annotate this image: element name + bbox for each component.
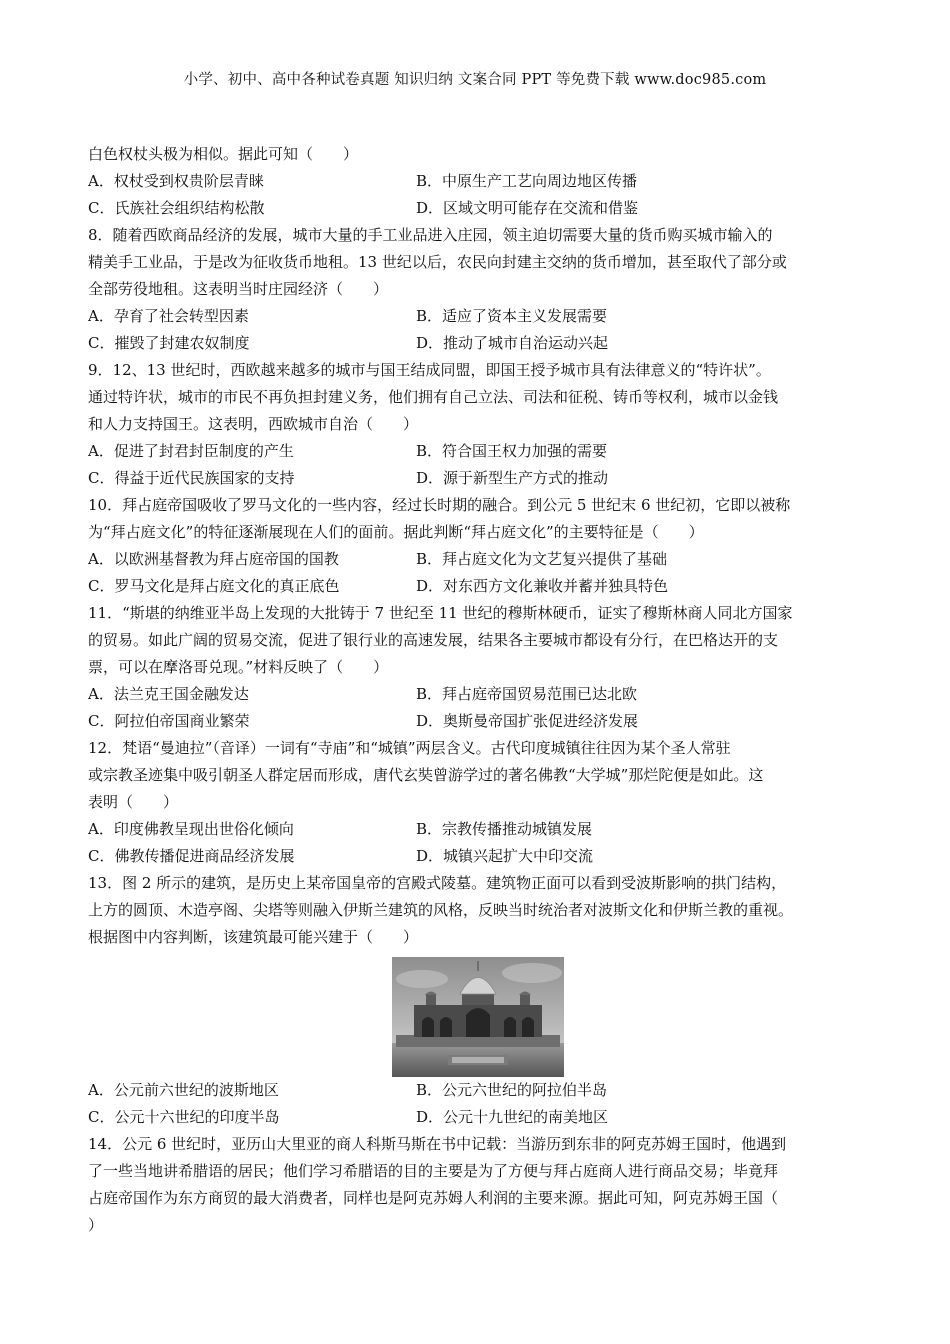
q13-stem-line1: 13．图 2 所示的建筑，是历史上某帝国皇帝的宫殿式陵墓。建筑物正面可以看到受波斯影响的拱门结构， xyxy=(88,874,787,892)
q11-stem-line2: 的贸易。如此广阔的贸易交流，促进了银行业的高速发展，结果各主要城市都设有分行，在巴格达开的支 xyxy=(88,631,779,649)
q10-option-a: A．以欧洲基督教为拜占庭帝国的国教 xyxy=(88,550,339,568)
q11-options-row1 xyxy=(88,681,868,708)
q13-option-b: B．公元六世纪的阿拉伯半岛 xyxy=(416,1081,608,1099)
q9-stem-line1: 9．12、13 世纪时，西欧越来越多的城市与国王结成同盟，即国王授予城市具有法律意义的“特许状”。 xyxy=(88,361,771,379)
q7-stem: 白色权杖头极为相似。据此可知（ ） xyxy=(88,145,359,163)
q8-stem-line3: 全部劳役地租。这表明当时庄园经济（ ） xyxy=(88,280,389,298)
q11-option-c: C．阿拉伯帝国商业繁荣 xyxy=(88,712,250,730)
q13-options-row1 xyxy=(88,1077,868,1104)
q8-option-d: D．推动了城市自治运动兴起 xyxy=(416,334,609,352)
q12-stem-line2: 或宗教圣迹集中吸引朝圣人群定居而形成，唐代玄奘曾游学过的著名佛教“大学城”那烂陀便是如此。这 xyxy=(88,766,764,784)
q13-option-a: A．公元前六世纪的波斯地区 xyxy=(88,1081,279,1099)
q8-stem-line2: 精美手工业品，于是改为征收货币地租。13 世纪以后，农民向封建主交纳的货币增加，甚至取代了部分或 xyxy=(88,253,787,271)
q8-option-a: A．孕育了社会转型因素 xyxy=(88,307,249,325)
q7-options-row1 xyxy=(88,168,868,195)
q7-option-d: D．区域文明可能存在交流和借鉴 xyxy=(416,199,639,217)
q11-option-a: A．法兰克王国金融发达 xyxy=(88,685,249,703)
q7-option-b: B．中原生产工艺向周边地区传播 xyxy=(416,172,638,190)
q9-stem-line2: 通过特许状，城市的市民不再负担封建义务，他们拥有自己立法、司法和征税、铸币等权利，城市以金钱 xyxy=(88,388,779,406)
q10-option-b: B．拜占庭文化为文艺复兴提供了基础 xyxy=(416,550,668,568)
q11-options-row2 xyxy=(88,708,868,735)
q12-option-a: A．印度佛教呈现出世俗化倾向 xyxy=(88,820,294,838)
q7-options-row2 xyxy=(88,195,868,222)
q7-option-a: A．权杖受到权贵阶层青睐 xyxy=(88,172,264,190)
q13-stem-line2: 上方的圆顶、木造亭阁、尖塔等则融入伊斯兰建筑的风格，反映当时统治者对波斯文化和伊斯兰教的重视。 xyxy=(88,901,794,919)
q11-stem-line1: 11．“斯堪的纳维亚半岛上发现的大批铸于 7 世纪至 11 世纪的穆斯林硬币，证实了穆斯林商人同北方国家 xyxy=(88,604,793,622)
q10-option-d: D．对东西方文化兼收并蓄并独具特色 xyxy=(416,577,669,595)
q9-options-row2 xyxy=(88,465,868,492)
q10-options-row1 xyxy=(88,546,868,573)
q10-stem-line1: 10．拜占庭帝国吸收了罗马文化的一些内容，经过长时期的融合。到公元 5 世纪末 6 世纪初，它即以被称 xyxy=(88,496,791,514)
q13-options-row2 xyxy=(88,1104,868,1131)
q14-stem-line3: 占庭帝国作为东方商贸的最大消费者，同样也是阿克苏姆人利润的主要来源。据此可知，阿克苏姆王国（ xyxy=(88,1189,779,1207)
q11-option-b: B．拜占庭帝国贸易范围已达北欧 xyxy=(416,685,638,703)
q14-stem-line2: 了一些当地讲希腊语的居民；他们学习希腊语的目的主要是为了方便与拜占庭商人进行商品交易；毕竟拜 xyxy=(88,1162,779,1180)
q12-options-row1 xyxy=(88,816,868,843)
q12-option-d: D．城镇兴起扩大中印交流 xyxy=(416,847,594,865)
q10-options-row2 xyxy=(88,573,868,600)
q8-option-b: B．适应了资本主义发展需要 xyxy=(416,307,608,325)
mausoleum-photo xyxy=(392,957,564,1077)
exam-content xyxy=(88,141,868,1239)
q9-stem-line3: 和人力支持国王。这表明，西欧城市自治（ ） xyxy=(88,415,419,433)
page-header: 小学、初中、高中各种试卷真题 知识归纳 文案合同 PPT 等免费下载 www.doc985.com xyxy=(183,72,767,88)
q9-options-row1 xyxy=(88,438,868,465)
q11-stem-line3: 票，可以在摩洛哥兑现。”材料反映了（ ） xyxy=(88,658,389,676)
q8-options-row1 xyxy=(88,303,868,330)
q10-stem-line2: 为“拜占庭文化”的特征逐渐展现在人们的面前。据此判断“拜占庭文化”的主要特征是（ ） xyxy=(88,523,704,541)
q13-stem-line3: 根据图中内容判断，该建筑最可能兴建于（ ） xyxy=(88,928,419,946)
q12-stem-line1: 12．梵语“曼迪拉”（音译）一词有“寺庙”和“城镇”两层含义。古代印度城镇往往因为某个圣人常驻 xyxy=(88,739,731,757)
q13-figure xyxy=(88,957,868,1083)
q8-options-row2 xyxy=(88,330,868,357)
q8-stem-line1: 8．随着西欧商品经济的发展，城市大量的手工业品进入庄园，领主迫切需要大量的货币购买城市输入的 xyxy=(88,226,773,244)
q13-option-d: D．公元十九世纪的南美地区 xyxy=(416,1108,609,1126)
q13-option-c: C．公元十六世纪的印度半岛 xyxy=(88,1108,280,1126)
q12-option-b: B．宗教传播推动城镇发展 xyxy=(416,820,593,838)
q8-option-c: C．摧毁了封建农奴制度 xyxy=(88,334,250,352)
q14-stem-line4: ） xyxy=(88,1216,104,1234)
q10-option-c: C．罗马文化是拜占庭文化的真正底色 xyxy=(88,577,340,595)
q9-option-b: B．符合国王权力加强的需要 xyxy=(416,442,608,460)
q9-option-d: D．源于新型生产方式的推动 xyxy=(416,469,609,487)
q14-stem-line1: 14．公元 6 世纪时，亚历山大里亚的商人科斯马斯在书中记载：当游历到东非的阿克苏姆王国时，他遇到 xyxy=(88,1135,787,1153)
q7-option-c: C．氏族社会组织结构松散 xyxy=(88,199,265,217)
q11-option-d: D．奥斯曼帝国扩张促进经济发展 xyxy=(416,712,639,730)
q12-stem-line3: 表明（ ） xyxy=(88,793,179,811)
q12-options-row2 xyxy=(88,843,868,870)
q9-option-a: A．促进了封君封臣制度的产生 xyxy=(88,442,294,460)
q12-option-c: C．佛教传播促进商品经济发展 xyxy=(88,847,295,865)
q9-option-c: C．得益于近代民族国家的支持 xyxy=(88,469,295,487)
